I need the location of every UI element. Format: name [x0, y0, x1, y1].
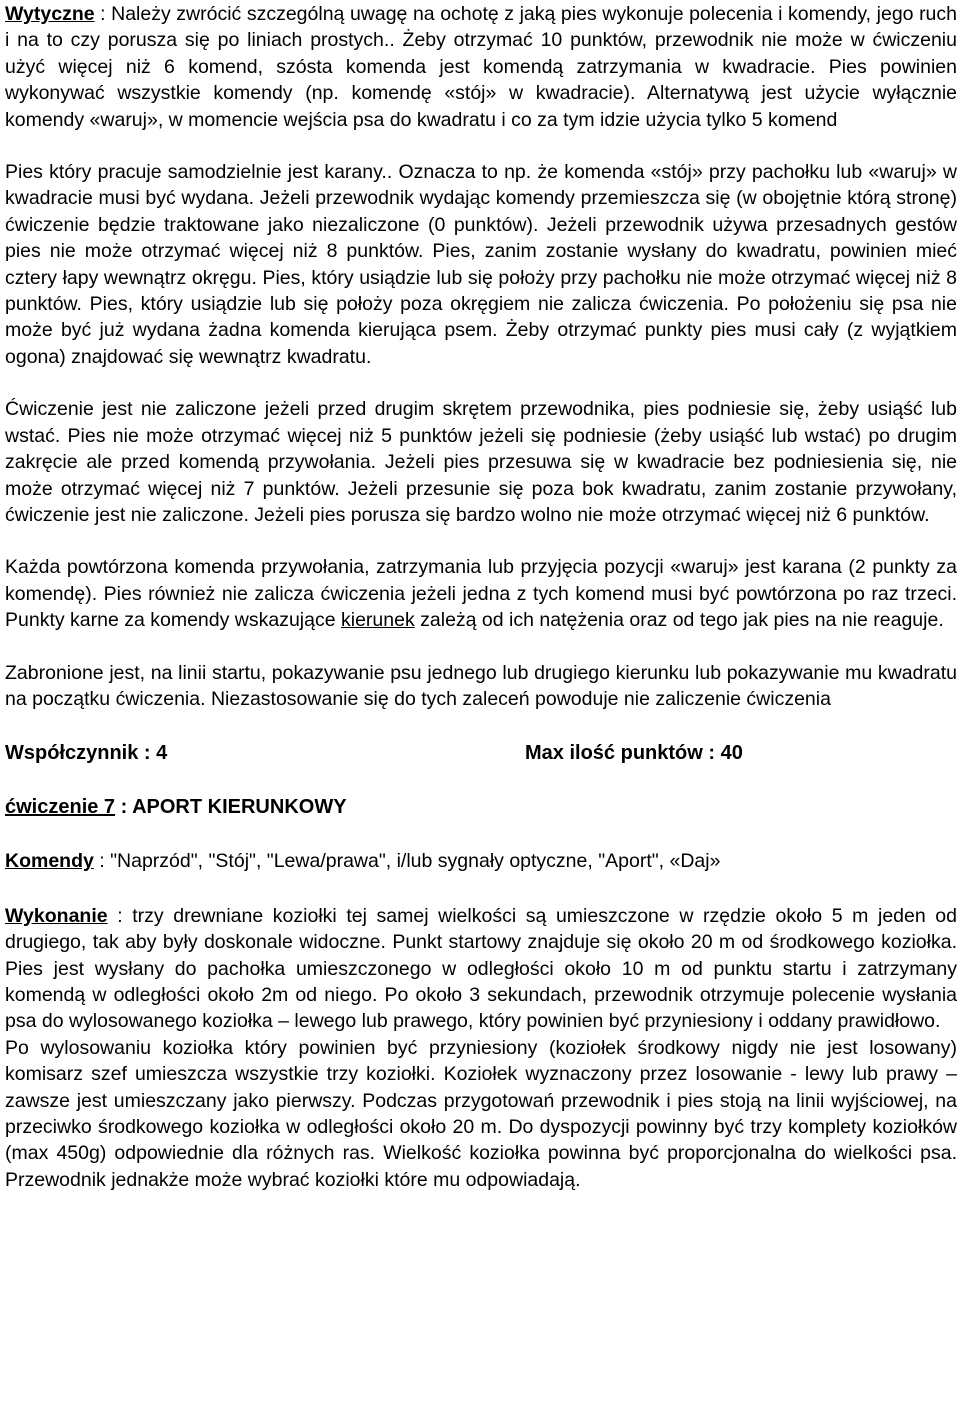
document-page — [5, 0, 957, 1193]
kierunek-link[interactable]: kierunek — [341, 609, 415, 632]
guidelines-paragraph-1 — [5, 1, 957, 133]
exercise-name: : APORT KIERUNKOWY — [115, 796, 347, 819]
execution-label: Wykonanie — [5, 904, 108, 927]
guidelines-separator: : — [94, 3, 112, 25]
guidelines-text-1: Należy zwrócić szczególną uwagę na ochotę z jaką pies wykonuje polecenia i komendy, jego ruch i na to czy porusza się po liniach prostych.. Żeby otrzymać 10 punktów, przewodnik nie może w ćwiczeniu użyć więcej niż 6 komend, szósta komenda jest komendą zatrzymania w kwadracie. Pies powinien wykonywać wszystkie komendy (np. komendę «stój» w kwadracie). Alternatywą jest użycie wyłącznie komendy «waruj», w momencie wejścia psa do kwadratu i co za tym idzie użycia tylko 5 komend — [5, 3, 957, 131]
commands-paragraph — [5, 848, 957, 874]
execution-paragraph-2: Po wylosowaniu koziołka który powinien być przyniesiony (koziołek środkowy nigdy nie jest losowany) komisarz szef umieszcza wszystkie trzy koziołki. Koziołek wyznaczony przez losowanie - lewy lub prawy – zawsze jest umieszczany jako pierwszy. Podczas przygotowań przewodnik i pies stoją na linii wyjściowej, na przeciwko środkowego koziołka w odległości około 20 m. Do dyspozycji powinny być trzy komplety koziołków (max 450g) odpowiednie dla różnych ras. Wielkość koziołka powinna być proporcjonalna do wielkości psa. Przewodnik jednakże może wybrać koziołki które mu odpowiadają. — [5, 1036, 957, 1191]
guidelines-paragraph-5: Zabronione jest, na linii startu, pokazywanie psu jednego lub drugiego kierunku lub pokazywanie mu kwadratu na początku ćwiczenia. Niezastosowanie się do tych zaleceń powoduje nie zaliczenie ćwiczenia — [5, 661, 957, 710]
guidelines-text-4-start: Każda powtórzona komenda przywołania, zatrzymania lub przyjęcia pozycji «waruj» jest karana (2 punkty za komendę). Pies również nie zalicza ćwiczenia jeżeli jedna z tych komend musi być powtórzona po raz trzeci. Punkty karne za komendy wskazujące — [5, 556, 957, 632]
execution-paragraph-1 — [5, 903, 957, 1035]
guidelines-label: Wytyczne — [5, 3, 95, 25]
guidelines-paragraph-3: Ćwiczenie jest nie zaliczone jeżeli przed drugim skrętem przewodnika, pies podniesie się, żeby usiąść lub wstać. Pies nie może otrzymać więcej niż 5 punktów jeżeli się podniesie (żeby usiąść lub wstać) po drugim zakręcie ale przed komendą przywołania. Jeżeli pies przesuwa się w kwadracie bez podniesienia się, nie może otrzymać więcej niż 7 punktów. Jeżeli przesunie się poza bok kwadratu, zanim zostanie przywołany, ćwiczenie jest nie zaliczone. Jeżeli pies porusza się bardzo wolno nie może otrzymać więcej niż 6 punktów. — [5, 398, 957, 526]
guidelines-text-4-end: zależą od ich natężenia oraz od tego jak pies na nie reaguje. — [414, 609, 944, 632]
guidelines-paragraph-4 — [5, 554, 957, 633]
exercise-number: ćwiczenie 7 — [5, 796, 116, 819]
commands-label: Komendy — [5, 850, 94, 873]
coefficient-label: Współczynnik : 4 — [5, 742, 168, 765]
guidelines-paragraph-2: Pies który pracuje samodzielnie jest karany.. Oznacza to np. że komenda «stój» przy pachołku lub «waruj» w kwadracie musi być wydana. Jeżeli przewodnik wydając komendy przemieszcza się (w obojętnie którą stronę) ćwiczenie będzie traktowane jako niezaliczone (0 punktów). Jeżeli przewodnik używa przesadnych gestów pies nie może otrzymać więcej niż 8 punktów. Pies, zanim zostanie wysłany do kwadratu, powinien mieć cztery łapy wewnątrz okręgu. Pies, który usiądzie lub się położy przy pachołku nie może otrzymać więcej niż 8 punktów. Pies, który usiądzie lub się położy poza okręgiem nie zalicza ćwiczenia. Po położeniu się psa nie może być już wydana żadna komenda kierująca psem. Żeby otrzymać punkty pies musi cały (z wyjątkiem ogona) znajdować się wewnątrz kwadratu. — [5, 161, 957, 368]
commands-text: : "Naprzód", "Stój", "Lewa/prawa", i/lub sygnały optyczne, "Aport", «Daj» — [93, 850, 721, 873]
scoring-row — [5, 740, 957, 766]
execution-text-1: : trzy drewniane koziołki tej samej wielkości są umieszczone w rzędzie około 5 m jeden od drugiego, tak aby były doskonale widoczne. Punkt startowy znajduje się około 20 m od środkowego koziołka. Pies jest wysłany do pachołka umieszczonego w odległości około 10 m od punktu startu i zatrzymany komendą w odległości około 2m od niego. Po około 3 sekundach, przewodnik otrzymuje polecenie wysłania psa do wylosowanego koziołka – lewego lub prawego, który powinien być przyniesiony i oddany prawidłowo. — [5, 904, 957, 1033]
max-points-label: Max ilość punktów : 40 — [525, 742, 743, 765]
exercise-title — [5, 794, 957, 820]
